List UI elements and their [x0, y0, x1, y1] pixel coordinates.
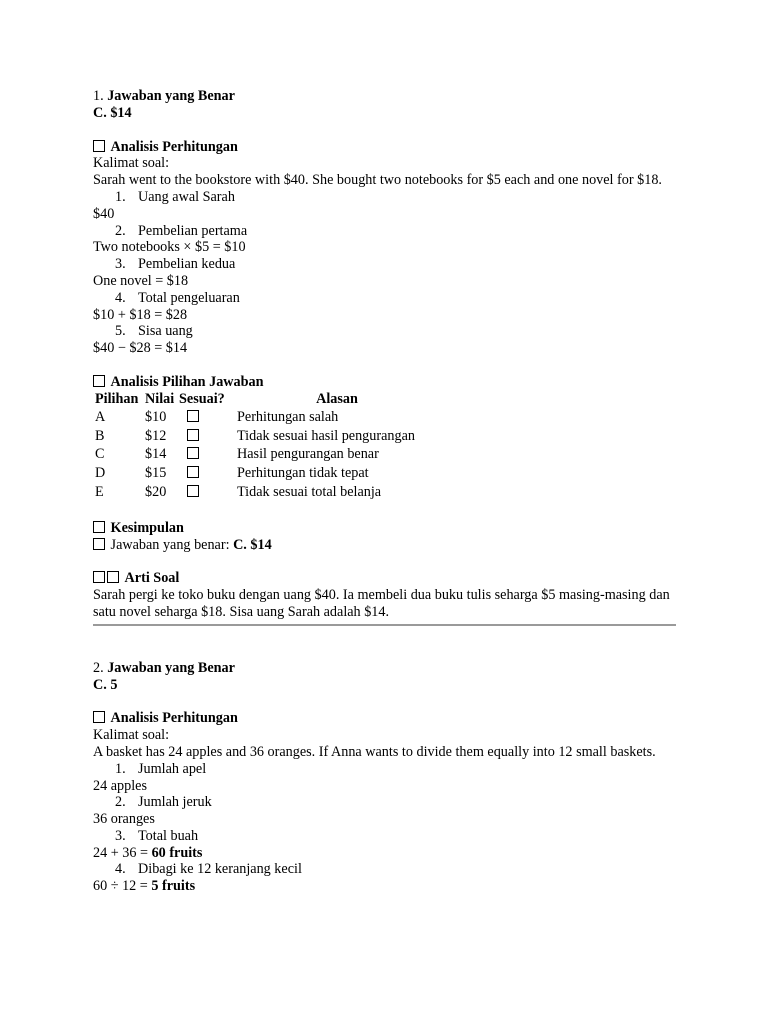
meaning-text: Sarah pergi ke toko buku dengan uang $40. Ia membeli dua buku tulis seharga $5 masing-masing dan satu novel seharga $18. Sisa uang Sarah adalah $14.	[93, 587, 670, 620]
step-label: 3. Total buah	[115, 827, 199, 844]
step-label: 1. Jumlah apel	[115, 760, 207, 777]
status-icon	[187, 429, 199, 441]
document-page	[93, 88, 678, 895]
missing-glyph-icon	[93, 571, 105, 583]
step-value: 24 apples	[93, 777, 147, 794]
correct-answer: C. $14	[93, 104, 132, 121]
step-label: 5. Sisa uang	[115, 323, 193, 340]
analysis-heading: Analisis Perhitungan	[93, 139, 678, 156]
answer-title: Jawaban yang Benar	[107, 88, 235, 104]
conclusion-heading: Kesimpulan	[93, 520, 678, 537]
conclusion-text: Jawaban yang benar: C. $14	[93, 537, 678, 554]
column-header: Alasan	[316, 391, 358, 408]
missing-glyph-icon	[93, 538, 105, 550]
step-label: 1. Uang awal Sarah	[115, 188, 235, 205]
step-value: Two notebooks × $5 = $10	[93, 239, 246, 256]
step-label: 4. Dibagi ke 12 keranjang kecil	[115, 861, 302, 878]
question-label: Kalimat soal:	[93, 727, 170, 744]
correct-answer: C. 5	[93, 676, 118, 693]
step-value: 36 oranges	[93, 811, 155, 828]
question-number: 1.	[93, 88, 104, 104]
step-label: 2. Jumlah jeruk	[115, 794, 212, 811]
meaning-heading: Arti Soal	[93, 570, 678, 587]
question-number: 2.	[93, 659, 104, 676]
step-value: One novel = $18	[93, 272, 189, 289]
table-row: D $15 Perhitungan tidak tepat	[95, 465, 369, 482]
step-label: 4. Total pengeluaran	[115, 289, 240, 306]
step-label: 3. Pembelian kedua	[115, 256, 236, 273]
step-value: 24 + 36 = 60 fruits	[93, 844, 203, 861]
table-row: B $12 Tidak sesuai hasil pengurangan	[95, 427, 415, 444]
missing-glyph-icon	[93, 521, 105, 533]
missing-glyph-icon	[93, 711, 105, 723]
column-header: Pilihan	[95, 391, 139, 408]
step-value: $10 + $18 = $28	[93, 306, 188, 323]
step-value: $40 − $28 = $14	[93, 340, 188, 357]
missing-glyph-icon	[93, 375, 105, 387]
options-heading: Analisis Pilihan Jawaban	[93, 374, 678, 391]
question-text: Sarah went to the bookstore with $40. She bought two notebooks for $5 each and one novel for $18.	[93, 172, 662, 189]
table-header-row	[93, 391, 439, 409]
answer-title: Jawaban yang Benar	[107, 659, 235, 676]
step-value: $40	[93, 205, 115, 222]
analysis-heading: Analisis Perhitungan	[93, 710, 678, 727]
question-label: Kalimat soal:	[93, 155, 170, 172]
status-icon	[187, 485, 199, 497]
status-icon	[187, 410, 199, 422]
missing-glyph-icon	[107, 571, 119, 583]
answer-heading-2	[93, 660, 678, 677]
table-row: E $20 Tidak sesuai total belanja	[95, 483, 382, 500]
question-text: A basket has 24 apples and 36 oranges. If Anna wants to divide them equally into 12 small baskets.	[93, 743, 656, 760]
status-icon	[187, 447, 199, 459]
answer-heading-1	[93, 88, 678, 105]
step-value: 60 ÷ 12 = 5 fruits	[93, 878, 196, 895]
step-label: 2. Pembelian pertama	[115, 222, 248, 239]
table-row: C $14 Hasil pengurangan benar	[95, 446, 379, 463]
missing-glyph-icon	[93, 140, 105, 152]
options-table	[93, 391, 439, 503]
table-row: A $10 Perhitungan salah	[95, 408, 339, 425]
status-icon	[187, 466, 199, 478]
column-header: Sesuai?	[179, 391, 225, 408]
column-header: Nilai	[145, 391, 175, 408]
